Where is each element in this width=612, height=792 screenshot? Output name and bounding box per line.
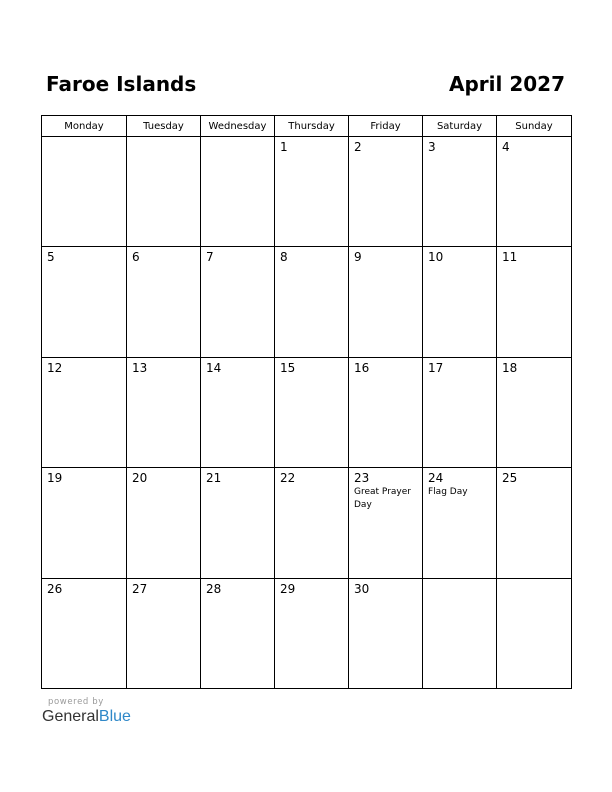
day-cell bbox=[423, 137, 497, 247]
day-cell bbox=[423, 578, 497, 688]
day-number: 23 bbox=[354, 471, 370, 486]
weekday-header-friday: Friday bbox=[349, 116, 423, 137]
weekday-header-thursday: Thursday bbox=[275, 116, 349, 137]
day-cell bbox=[275, 357, 349, 467]
day-cell bbox=[201, 468, 275, 578]
day-cell bbox=[42, 578, 127, 688]
generalblue-logo[interactable] bbox=[42, 707, 131, 727]
day-number: 26 bbox=[47, 581, 63, 596]
holiday-label: Flag Day bbox=[428, 487, 468, 498]
week-row bbox=[42, 247, 572, 357]
week-row bbox=[42, 578, 572, 688]
week-row bbox=[42, 357, 572, 467]
country-title: Faroe Islands bbox=[46, 72, 197, 96]
day-cell bbox=[42, 247, 127, 357]
holiday-label: Great Prayer Day bbox=[354, 487, 411, 511]
week-row bbox=[42, 137, 572, 247]
day-cell bbox=[497, 468, 572, 578]
weekday-header-wednesday: Wednesday bbox=[201, 116, 275, 137]
day-number: 29 bbox=[280, 581, 296, 596]
day-cell bbox=[349, 357, 423, 467]
brand-name-part1: General bbox=[42, 708, 99, 725]
day-cell bbox=[497, 247, 572, 357]
day-cell bbox=[349, 578, 423, 688]
weekday-header-sunday: Sunday bbox=[497, 116, 572, 137]
day-cell bbox=[497, 578, 572, 688]
day-number: 22 bbox=[280, 471, 296, 486]
day-cell bbox=[127, 468, 201, 578]
day-cell bbox=[201, 137, 275, 247]
week-row bbox=[42, 468, 572, 578]
day-number: 15 bbox=[280, 360, 296, 375]
day-number: 18 bbox=[502, 360, 518, 375]
day-cell bbox=[349, 468, 423, 578]
day-cell bbox=[275, 247, 349, 357]
day-cell bbox=[42, 357, 127, 467]
day-number: 19 bbox=[47, 471, 63, 486]
day-cell bbox=[127, 357, 201, 467]
day-number: 20 bbox=[132, 471, 148, 486]
weekday-header-monday: Monday bbox=[42, 116, 127, 137]
day-number: 25 bbox=[502, 471, 518, 486]
day-cell bbox=[349, 247, 423, 357]
day-cell bbox=[127, 247, 201, 357]
day-cell bbox=[423, 247, 497, 357]
day-number: 14 bbox=[206, 360, 222, 375]
day-cell bbox=[497, 357, 572, 467]
weekday-header-saturday: Saturday bbox=[423, 116, 497, 137]
footer-branding bbox=[42, 697, 131, 727]
day-number: 6 bbox=[132, 250, 140, 265]
day-number: 12 bbox=[47, 360, 63, 375]
day-number: 7 bbox=[206, 250, 214, 265]
day-number: 10 bbox=[428, 250, 444, 265]
day-cell bbox=[423, 357, 497, 467]
day-number: 11 bbox=[502, 250, 518, 265]
day-cell bbox=[275, 578, 349, 688]
day-cell bbox=[127, 137, 201, 247]
powered-by-text: powered by bbox=[48, 697, 104, 707]
day-number: 28 bbox=[206, 581, 222, 596]
brand-name-part2: Blue bbox=[98, 708, 131, 725]
day-number: 9 bbox=[354, 250, 362, 265]
day-number: 5 bbox=[47, 250, 55, 265]
day-number: 17 bbox=[428, 360, 444, 375]
day-number: 2 bbox=[354, 140, 362, 154]
day-number: 16 bbox=[354, 360, 370, 375]
day-cell bbox=[201, 578, 275, 688]
day-cell bbox=[275, 468, 349, 578]
day-number: 13 bbox=[132, 360, 148, 375]
day-cell bbox=[423, 468, 497, 578]
day-number: 4 bbox=[502, 140, 510, 154]
day-number: 8 bbox=[280, 250, 288, 265]
month-title: April 2027 bbox=[449, 72, 565, 96]
weekday-header-row bbox=[42, 116, 572, 137]
weekday-header-tuesday: Tuesday bbox=[127, 116, 201, 137]
day-cell bbox=[127, 578, 201, 688]
day-number: 1 bbox=[280, 140, 288, 154]
day-number: 3 bbox=[428, 140, 436, 154]
day-cell bbox=[201, 247, 275, 357]
day-number: 30 bbox=[354, 581, 370, 596]
day-number: 27 bbox=[132, 581, 148, 596]
day-cell bbox=[42, 137, 127, 247]
day-cell bbox=[275, 137, 349, 247]
calendar-grid bbox=[41, 115, 572, 689]
day-cell bbox=[349, 137, 423, 247]
day-cell bbox=[42, 468, 127, 578]
day-cell bbox=[497, 137, 572, 247]
day-number: 24 bbox=[428, 471, 444, 486]
day-number: 21 bbox=[206, 471, 222, 486]
day-cell bbox=[201, 357, 275, 467]
